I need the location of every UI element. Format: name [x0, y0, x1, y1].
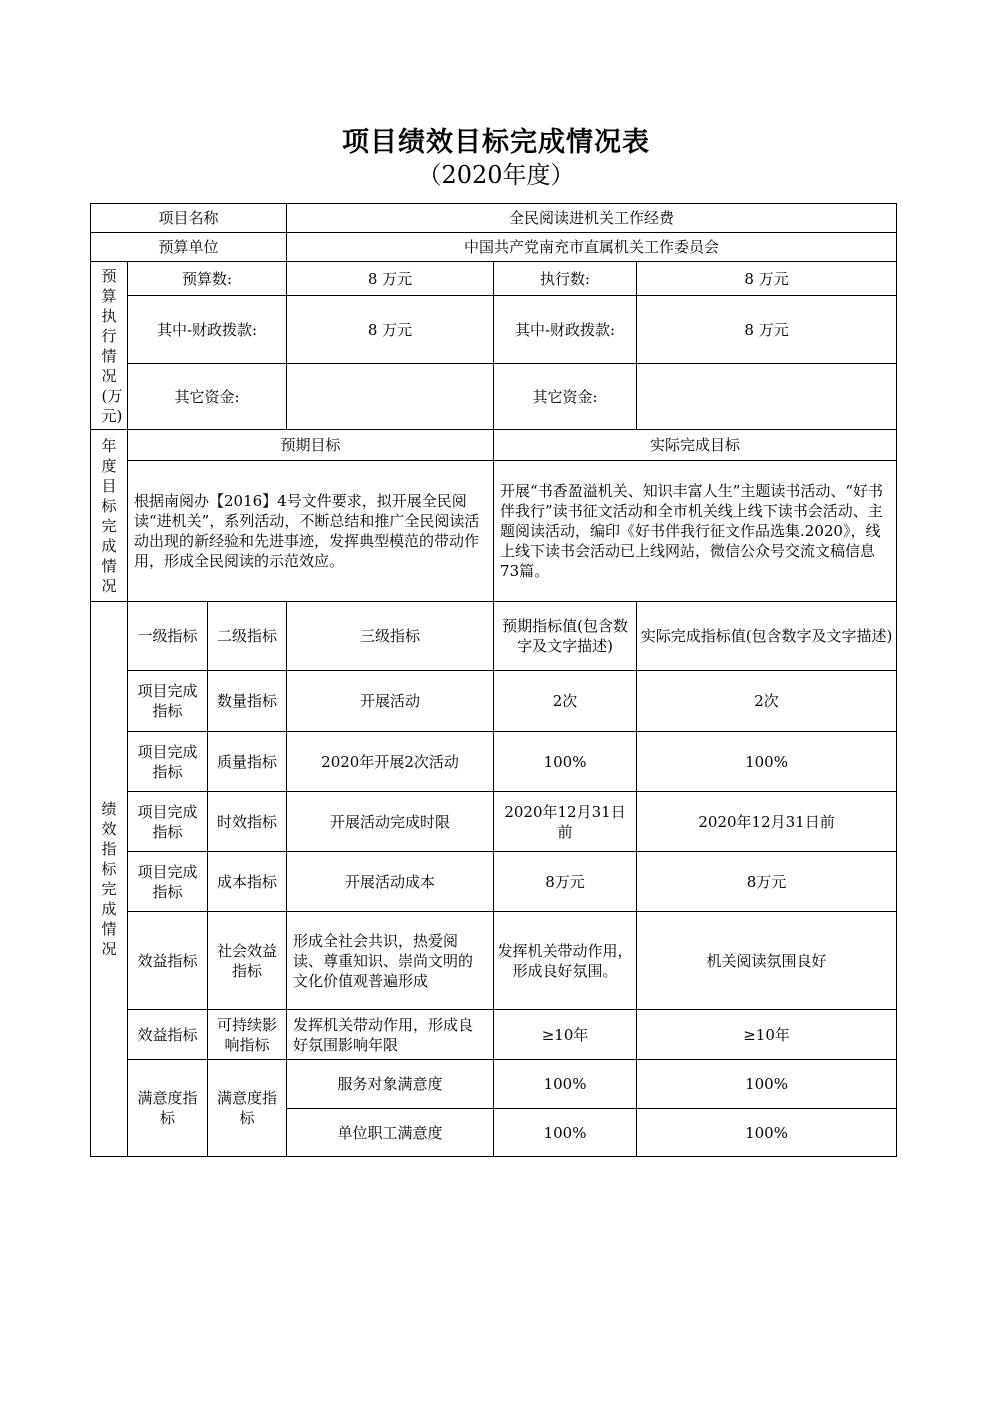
project-name-row	[91, 204, 897, 233]
indicator-header-row	[91, 602, 897, 671]
indicator-expected: 8万元	[494, 852, 637, 912]
indicator-actual: ≥10年	[637, 1010, 897, 1060]
annual-side-label: 年度目标完成情况	[91, 430, 128, 602]
satisfaction-actual: 100%	[637, 1109, 897, 1157]
other-budget-value	[287, 364, 494, 430]
indicator-expected: 发挥机关带动作用，形成良好氛围。	[494, 912, 637, 1010]
indicator-side-label: 绩效指标完成情况	[91, 602, 128, 1157]
level2-header: 二级指标	[208, 602, 287, 671]
actual-goal-text: 开展“书香盈溢机关、知识丰富人生”主题读书活动、“好书伴我行”读书征文活动和全市机关线上线下读书会活动、主题阅读活动，编印《好书伴我行征文作品选集.2020》，线上线下读书会活动已上线网站，微信公众号交流文稿信息73篇。	[494, 461, 897, 602]
satisfaction-level2: 满意度指标	[208, 1060, 287, 1157]
indicator-row	[91, 852, 897, 912]
budget-unit-row	[91, 233, 897, 262]
indicator-level2: 社会效益指标	[208, 912, 287, 1010]
fiscal-budget-label: 其中-财政拨款:	[128, 296, 287, 364]
indicator-row	[91, 732, 897, 792]
indicator-expected: 2020年12月31日前	[494, 792, 637, 852]
other-exec-value	[637, 364, 897, 430]
level1-header: 一级指标	[128, 602, 208, 671]
annual-content-row	[91, 461, 897, 602]
other-exec-label: 其它资金:	[494, 364, 637, 430]
indicator-actual: 8万元	[637, 852, 897, 912]
indicator-row	[91, 671, 897, 732]
satisfaction-expected: 100%	[494, 1060, 637, 1109]
satisfaction-row	[91, 1060, 897, 1109]
indicator-level1: 项目完成指标	[128, 852, 208, 912]
indicator-expected: 100%	[494, 732, 637, 792]
fiscal-exec-label: 其中-财政拨款:	[494, 296, 637, 364]
indicator-level2: 时效指标	[208, 792, 287, 852]
indicator-actual: 2次	[637, 671, 897, 732]
satisfaction-actual: 100%	[637, 1060, 897, 1109]
indicator-row	[91, 912, 897, 1010]
other-budget-label: 其它资金:	[128, 364, 287, 430]
expected-goal-header: 预期目标	[128, 430, 494, 461]
satisfaction-level3: 服务对象满意度	[287, 1060, 494, 1109]
indicator-level3: 开展活动	[287, 671, 494, 732]
actual-value-header: 实际完成指标值(包含数字及文字描述)	[637, 602, 897, 671]
budget-unit-label: 预算单位	[91, 233, 287, 262]
indicator-level3: 开展活动完成时限	[287, 792, 494, 852]
performance-table	[90, 203, 897, 1157]
page-title: 项目绩效目标完成情况表	[342, 127, 650, 158]
indicator-expected: 2次	[494, 671, 637, 732]
indicator-actual: 100%	[637, 732, 897, 792]
annual-header-row	[91, 430, 897, 461]
project-name-label: 项目名称	[91, 204, 287, 233]
indicator-expected: ≥10年	[494, 1010, 637, 1060]
indicator-level1: 项目完成指标	[128, 792, 208, 852]
budget-side-label: 预算执行情况(万元)	[91, 262, 128, 430]
expected-value-header: 预期指标值(包含数字及文字描述)	[494, 602, 637, 671]
indicator-level3: 发挥机关带动作用，形成良好氛围影响年限	[287, 1010, 494, 1060]
indicator-level1: 效益指标	[128, 912, 208, 1010]
budget-amount-label: 预算数:	[128, 262, 287, 296]
project-name-value: 全民阅读进机关工作经费	[287, 204, 897, 233]
actual-goal-header: 实际完成目标	[494, 430, 897, 461]
budget-row	[91, 262, 897, 296]
level3-header: 三级指标	[287, 602, 494, 671]
indicator-actual: 2020年12月31日前	[637, 792, 897, 852]
satisfaction-level3: 单位职工满意度	[287, 1109, 494, 1157]
indicator-row	[91, 792, 897, 852]
indicator-level2: 成本指标	[208, 852, 287, 912]
budget-amount-value: 8 万元	[287, 262, 494, 296]
fiscal-row	[91, 296, 897, 364]
exec-amount-value: 8 万元	[637, 262, 897, 296]
indicator-level1: 效益指标	[128, 1010, 208, 1060]
indicator-level1: 项目完成指标	[128, 732, 208, 792]
fiscal-exec-value: 8 万元	[637, 296, 897, 364]
satisfaction-level1: 满意度指标	[128, 1060, 208, 1157]
indicator-level2: 质量指标	[208, 732, 287, 792]
indicator-level2: 数量指标	[208, 671, 287, 732]
indicator-level3: 开展活动成本	[287, 852, 494, 912]
indicator-row	[91, 1010, 897, 1060]
indicator-level1: 项目完成指标	[128, 671, 208, 732]
page-subtitle: （2020年度）	[417, 161, 575, 189]
indicator-actual: 机关阅读氛围良好	[637, 912, 897, 1010]
satisfaction-expected: 100%	[494, 1109, 637, 1157]
exec-amount-label: 执行数:	[494, 262, 637, 296]
indicator-level2: 可持续影响指标	[208, 1010, 287, 1060]
expected-goal-text: 根据南阅办【2016】4号文件要求，拟开展全民阅读“进机关”，系列活动，不断总结和推广全民阅读活动出现的新经验和先进事迹，发挥典型模范的带动作用，形成全民阅读的示范效应。	[128, 461, 494, 602]
indicator-level3: 形成全社会共识，热爱阅读、尊重知识、崇尚文明的文化价值观普遍形成	[287, 912, 494, 1010]
other-funds-row	[91, 364, 897, 430]
fiscal-budget-value: 8 万元	[287, 296, 494, 364]
indicator-level3: 2020年开展2次活动	[287, 732, 494, 792]
budget-unit-value: 中国共产党南充市直属机关工作委员会	[287, 233, 897, 262]
